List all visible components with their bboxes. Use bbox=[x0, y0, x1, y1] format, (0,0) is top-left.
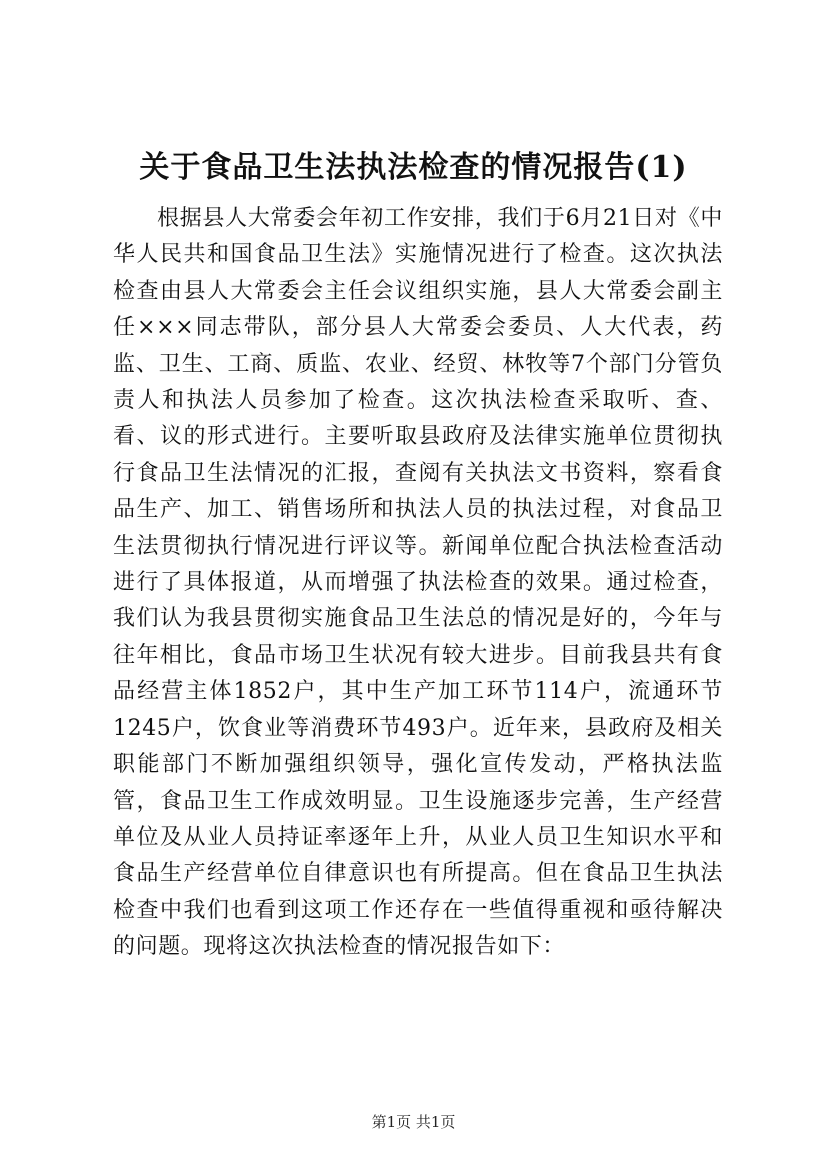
page-number-footer: 第1页 共1页 bbox=[371, 1113, 456, 1131]
document-title: 关于食品卫生法执法检查的情况报告(1) bbox=[139, 150, 688, 185]
body-paragraph: 根据县人大常委会年初工作安排，我们于6月21日对《中华人民共和国食品卫生法》实施情况进行了检查。这次执法检查由县人大常委会主任会议组织实施，县人大常委会副主任×××同志带队，部分县人大常委会委员、人大代表，药监、卫生、工商、质监、农业、经贸、林牧等7个部门分管负责人和执法人员参加了检查。这次执法检查采取听、查、看、议的形式进行。主要听取县政府及法律实施单位贯彻执行食品卫生法情况的汇报，查阅有关执法文书资料，察看食品生产、加工、销售场所和执法人员的执法过程，对食品卫生法贯彻执行情况进行评议等。新闻单位配合执法检查活动进行了具体报道，从而增强了执法检查的效果。通过检查，我们认为我县贯彻实施食品卫生法总的情况是好的，今年与往年相比，食品市场卫生状况有较大进步。目前我县共有食品经营主体1852户，其中生产加工环节114户，流通环节1245户，饮食业等消费环节493户。近年来，县政府及相关职能部门不断加强组织领导，强化宣传发动，严格执法监管，食品卫生工作成效明显。卫生设施逐步完善，生产经营单位及从业人员持证率逐年上升，从业人员卫生知识水平和食品生产经营单位自律意识也有所提高。但在食品卫生执法检查中我们也看到这项工作还存在一些值得重视和亟待解决的问题。现将这次执法检查的情况报告如下： bbox=[113, 206, 723, 960]
